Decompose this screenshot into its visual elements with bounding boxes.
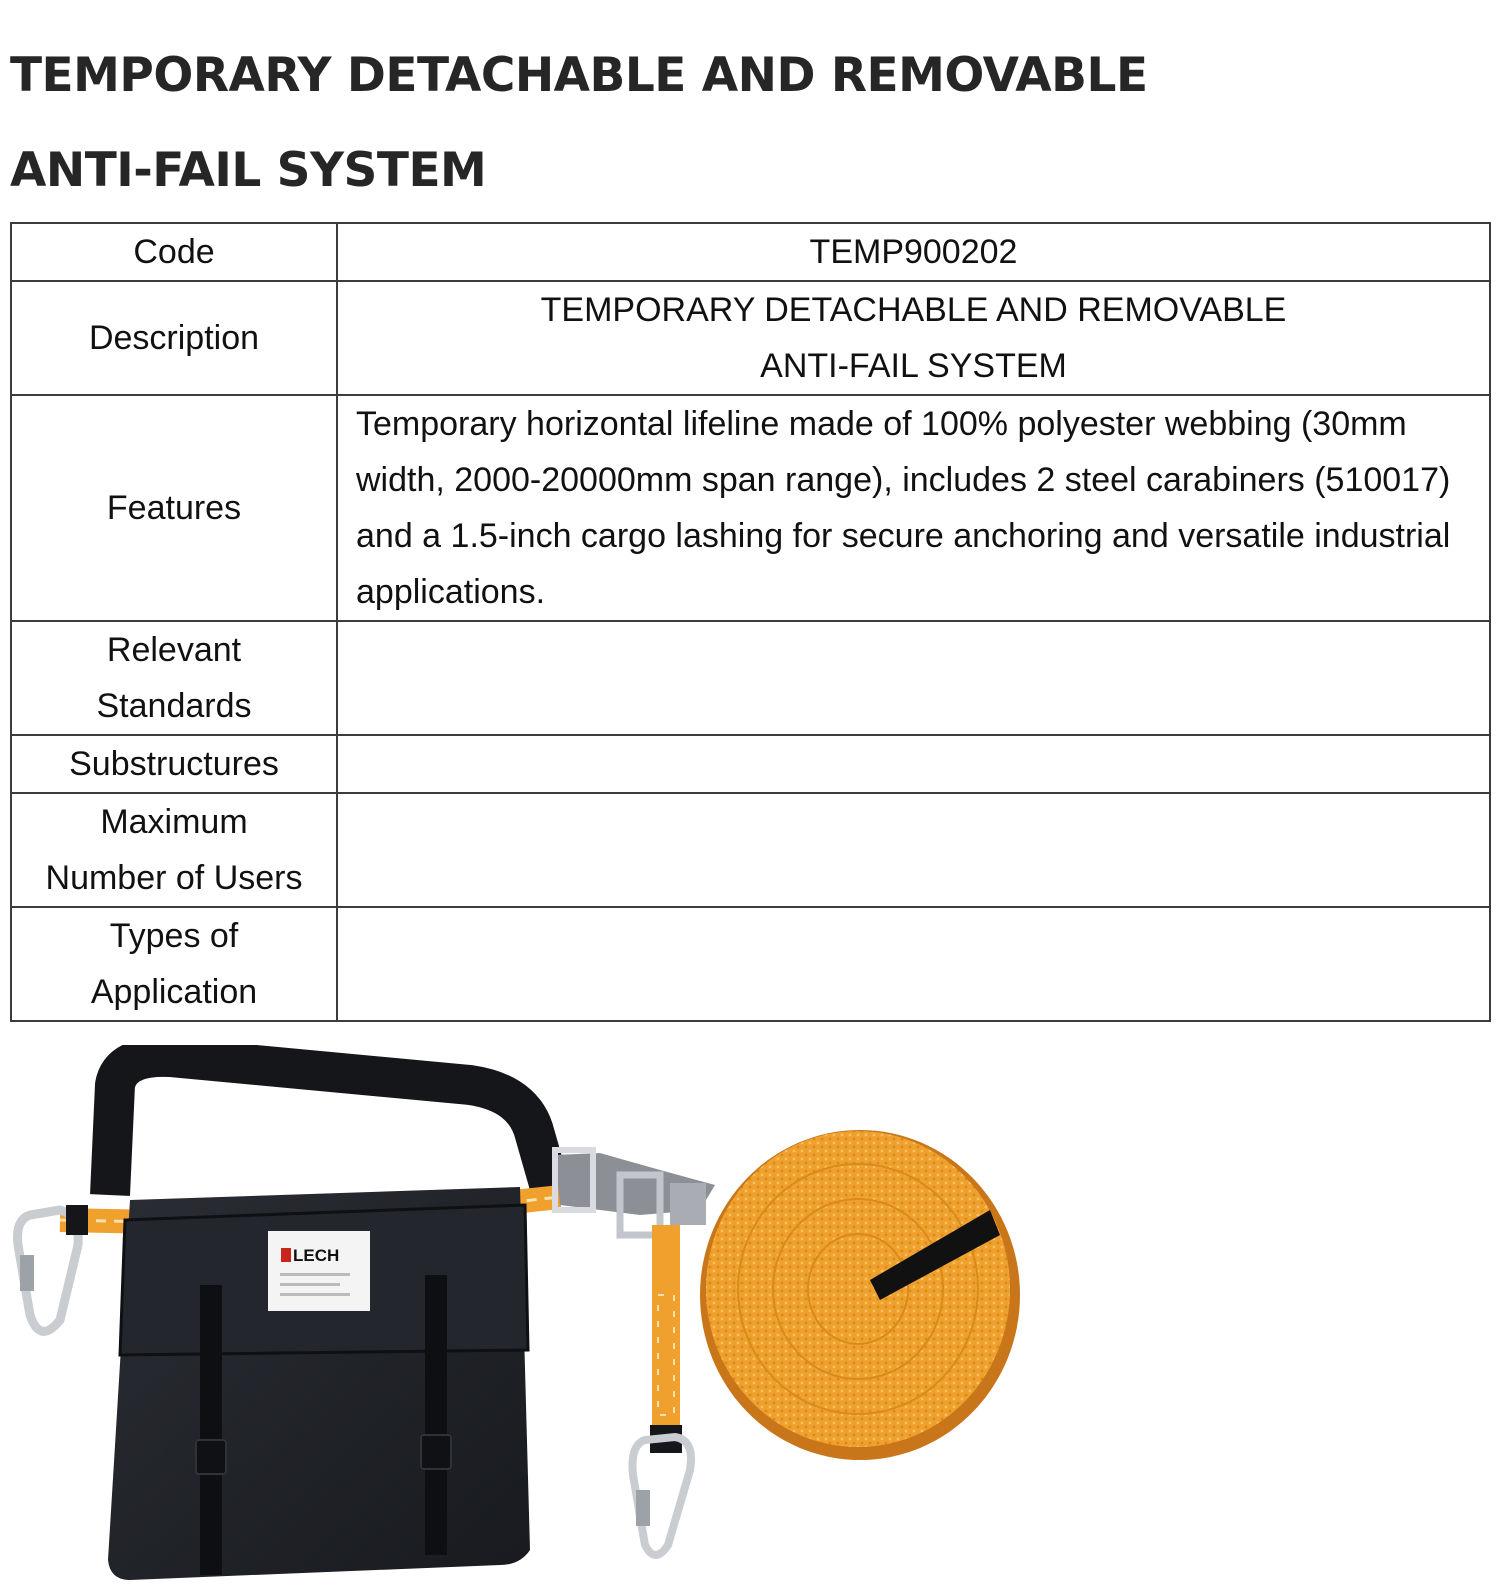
row-label-line-1: Relevant	[106, 631, 242, 669]
types-of-application-value	[337, 907, 1490, 1021]
code-value: TEMP900202	[337, 223, 1490, 281]
row-label	[11, 621, 337, 735]
description-line-1: TEMPORARY DETACHABLE AND REMOVABLE	[540, 291, 1287, 329]
table-row-code	[11, 223, 1490, 281]
relevant-standards-value	[337, 621, 1490, 735]
brand-label: LECH	[293, 1246, 340, 1265]
page-title-line-2: ANTI-FAIL SYSTEM	[10, 143, 487, 198]
row-label-line-2: Application	[90, 973, 258, 1011]
page-title-line-1: TEMPORARY DETACHABLE AND REMOVABLE	[10, 48, 1148, 103]
webbing-coil	[700, 1130, 1020, 1460]
table-row-substructures	[11, 735, 1490, 793]
product-label	[268, 1231, 370, 1311]
product-image	[0, 1045, 1060, 1588]
row-label: Substructures	[11, 735, 337, 793]
page-title	[10, 28, 1470, 218]
table-row-features	[11, 395, 1490, 621]
storage-bag	[108, 1187, 530, 1580]
description-line-2: ANTI-FAIL SYSTEM	[760, 347, 1067, 385]
carabiner-bottom	[633, 1437, 692, 1555]
description-value	[337, 281, 1490, 395]
row-label-line-1: Types of	[109, 917, 239, 955]
row-label: Description	[11, 281, 337, 395]
row-label-line-2: Number of Users	[45, 859, 303, 897]
carabiner-left	[18, 1205, 89, 1331]
table-row-maximum-users	[11, 793, 1490, 907]
row-label	[11, 793, 337, 907]
table-row-relevant-standards	[11, 621, 1490, 735]
row-label-line-1: Maximum	[100, 803, 248, 841]
spec-table	[10, 222, 1491, 1022]
table-row-types-of-application	[11, 907, 1490, 1021]
row-label: Features	[11, 395, 337, 621]
table-row-description	[11, 281, 1490, 395]
substructures-value	[337, 735, 1490, 793]
row-label	[11, 907, 337, 1021]
row-label: Code	[11, 223, 337, 281]
shoulder-strap	[110, 1057, 555, 1205]
maximum-users-value	[337, 793, 1490, 907]
lashing-strap	[650, 1225, 682, 1453]
row-label-line-2: Standards	[96, 687, 252, 725]
features-value: Temporary horizontal lifeline made of 100% polyester webbing (30mm width, 2000-20000mm span range), includes 2 steel carabiners (510017) and a 1.5-inch cargo lashing for secure anchoring and versatile industrial applications.	[337, 395, 1490, 621]
ratchet-buckle	[555, 1150, 715, 1235]
